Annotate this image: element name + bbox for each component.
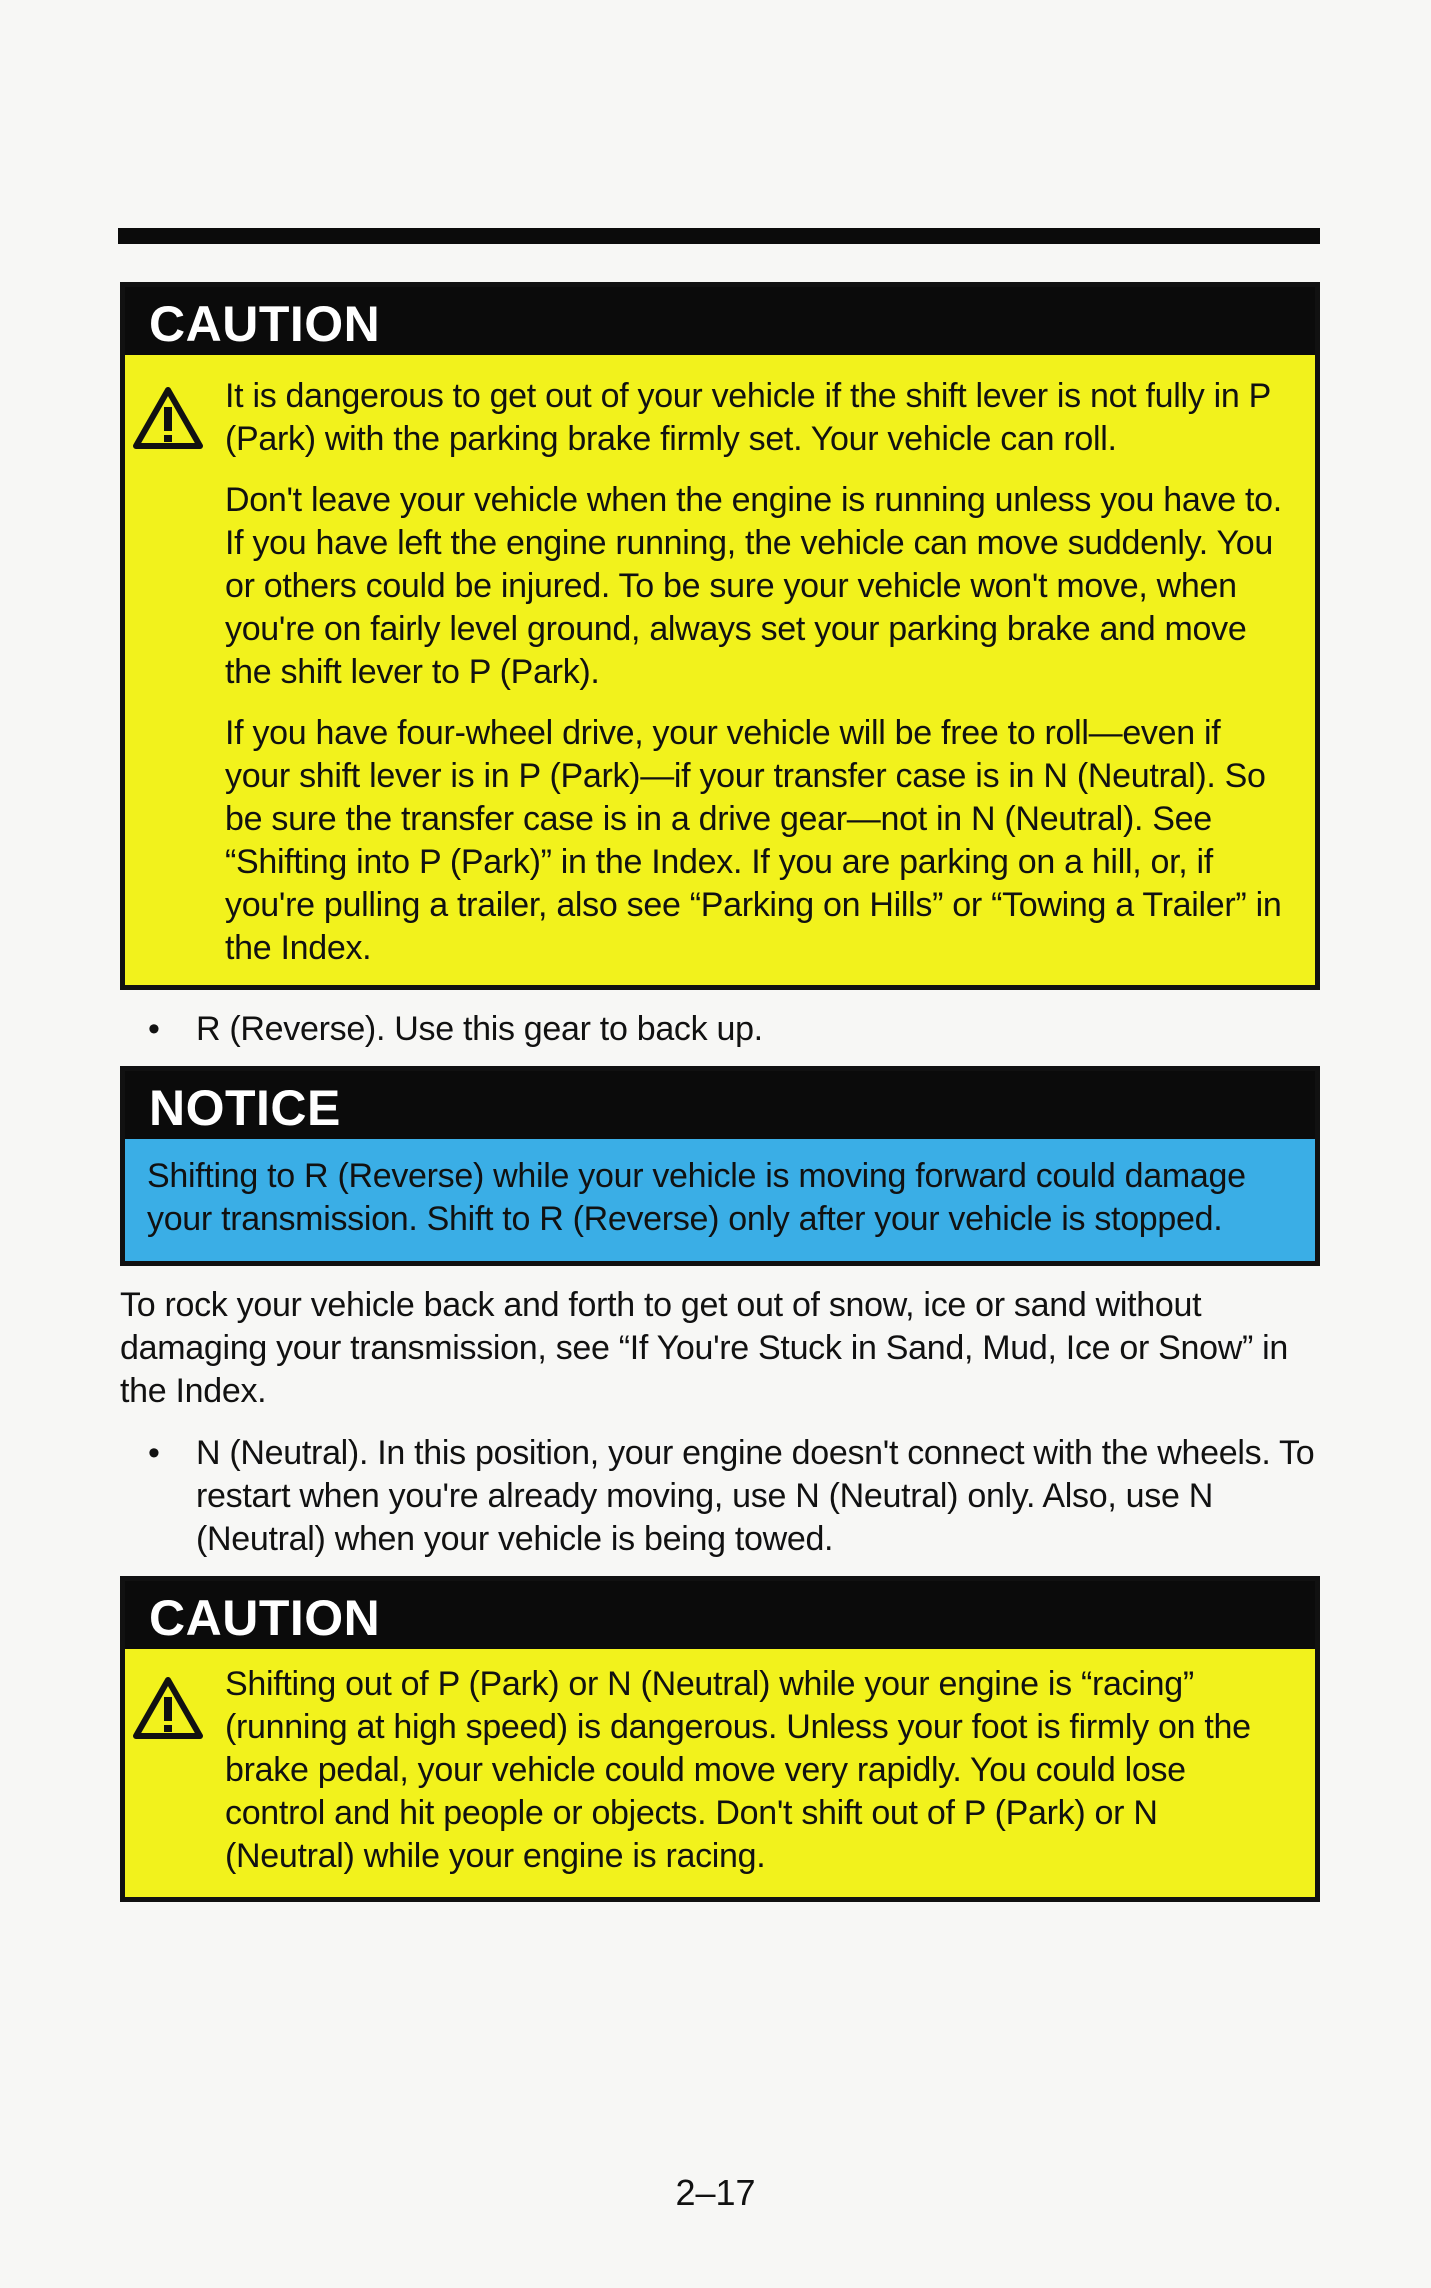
caution-box-racing bbox=[120, 1576, 1320, 1902]
notice-text: Shifting to R (Reverse) while your vehicle is moving forward could damage your transmission. Shift to R (Reverse) only after your vehicle is stopped. bbox=[147, 1157, 1246, 1238]
warning-triangle-icon bbox=[133, 387, 203, 449]
bullet-dot: • bbox=[148, 1010, 160, 1048]
bullet-reverse bbox=[148, 1008, 1328, 1051]
bullet-reverse-text: R (Reverse). Use this gear to back up. bbox=[196, 1010, 763, 1048]
bullet-neutral bbox=[148, 1432, 1328, 1561]
caution-paragraph-3: If you have four-wheel drive, your vehicle will be free to roll—even if your shift lever is in P (Park)—if your transfer case is in N (Neutral). So be sure the transfer case is in a drive gear—not in N (Neutral). See “Shifting into P (Park)” in the Index. If you are parking on a hill, or, if you're pulling a trailer, also see “Parking on Hills” or “Towing a Trailer” in the Index. bbox=[225, 714, 1282, 967]
caution-racing-text: Shifting out of P (Park) or N (Neutral) while your engine is “racing” (running at high speed) is dangerous. Unless your foot is firmly on the brake pedal, your vehicle could move very rapidly. You could lose control and hit people or objects. Don't shift out of P (Park) or N (Neutral) while your engine is racing. bbox=[225, 1665, 1251, 1875]
caution-heading: CAUTION bbox=[125, 1581, 1315, 1649]
caution-box-parking bbox=[120, 282, 1320, 990]
rock-vehicle-paragraph: To rock your vehicle back and forth to get out of snow, ice or sand without damaging your transmission, see “If You're Stuck in Sand, Mud, Ice or Snow” in the Index. bbox=[120, 1286, 1289, 1410]
warning-triangle-icon bbox=[133, 1677, 203, 1739]
notice-heading: NOTICE bbox=[125, 1071, 1315, 1139]
caution-paragraph-1: It is dangerous to get out of your vehicle if the shift lever is not fully in P (Park) with the parking brake firmly set. Your vehicle can roll. bbox=[225, 377, 1271, 458]
notice-box bbox=[120, 1066, 1320, 1266]
top-rule bbox=[118, 228, 1320, 244]
caution-heading: CAUTION bbox=[125, 287, 1315, 355]
bullet-neutral-text: N (Neutral). In this position, your engine doesn't connect with the wheels. To restart when you're already moving, use N (Neutral) only. Also, use N (Neutral) when your vehicle is being towed. bbox=[196, 1434, 1315, 1558]
page-number: 2–17 bbox=[675, 2172, 756, 2213]
bullet-dot: • bbox=[148, 1434, 160, 1472]
caution-paragraph-2: Don't leave your vehicle when the engine is running unless you have to. If you have left the engine running, the vehicle can move suddenly. You or others could be injured. To be sure your vehicle won't move, when you're on fairly level ground, always set your parking brake and move the shift lever to P (Park). bbox=[225, 481, 1282, 691]
